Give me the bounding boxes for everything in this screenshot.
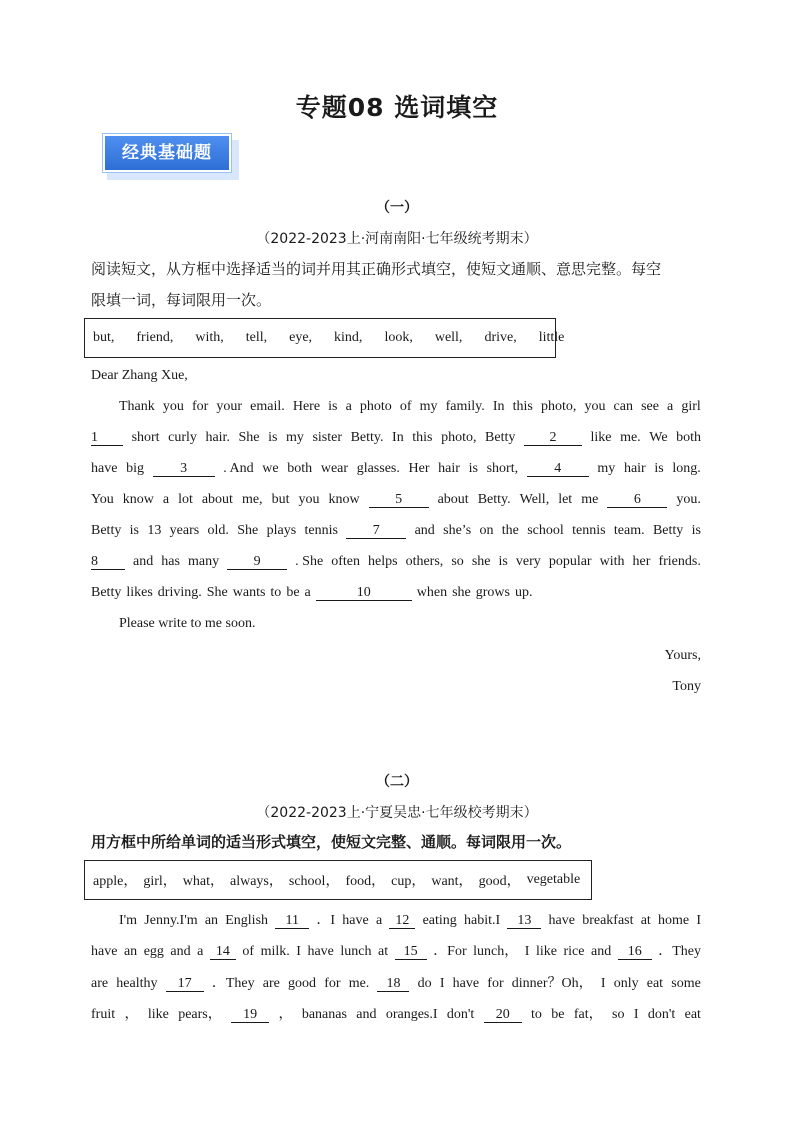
passage-word: and: [590, 944, 612, 959]
passage-word: Here: [292, 399, 321, 414]
blank-6[interactable]: 6: [607, 492, 667, 508]
passage-word: have: [91, 461, 118, 476]
passage-word: like: [535, 944, 557, 959]
passage-word: an: [204, 913, 219, 928]
passage-word: Tony: [672, 679, 701, 694]
badge-label: 经典基础题: [103, 134, 231, 172]
word-option: drive,: [484, 330, 517, 345]
passage-word: like: [147, 1007, 169, 1022]
section1-word-box: [84, 318, 565, 358]
greeting: [91, 368, 701, 384]
instruction-line-2: 限填一词，每词限用一次。: [91, 291, 272, 309]
section-badge: [103, 134, 239, 180]
section2-heading: （二）: [376, 774, 418, 790]
passage-word: to: [270, 585, 282, 600]
passage-word: and: [356, 1007, 377, 1022]
passage-word: fruit: [91, 1007, 116, 1022]
passage-word: has: [161, 554, 180, 569]
passage-word: you: [298, 492, 320, 507]
passage-word: In: [492, 399, 505, 414]
word-option: tell,: [245, 330, 268, 345]
word-option: cup，: [391, 874, 426, 889]
passage-word: have: [91, 944, 118, 959]
blank-10[interactable]: 10: [316, 585, 412, 601]
passage-word: have: [548, 913, 575, 928]
passage-word: others,: [405, 554, 444, 569]
passage-word: tennis: [572, 523, 606, 538]
passage-word: a: [667, 399, 674, 414]
passage-word: lunch，: [473, 944, 519, 959]
passage-word: many: [187, 554, 220, 569]
passage-word: You: [91, 492, 114, 507]
blank-14[interactable]: 14: [210, 944, 236, 960]
word-option: apple，: [93, 874, 138, 889]
passage-word: so: [612, 1007, 625, 1022]
passage-word: likes: [126, 585, 153, 600]
passage-word: have: [307, 944, 334, 959]
word-option: look,: [384, 330, 413, 345]
passage-word: I: [696, 913, 701, 928]
passage-word: is: [328, 399, 338, 414]
word-option: friend,: [136, 330, 174, 345]
blank-17[interactable]: 17: [166, 976, 204, 992]
passage-word: curly: [168, 430, 197, 445]
blank-20[interactable]: 20: [484, 1007, 522, 1023]
passage-word: Betty: [652, 523, 684, 538]
passage-word: . And: [223, 461, 254, 476]
passage-word: her: [632, 554, 651, 569]
passage-word: and: [414, 523, 435, 538]
passage-word: an: [123, 944, 138, 959]
passage-word: are: [91, 976, 109, 991]
passage-word: hair: [623, 461, 646, 476]
passage-word: eat: [684, 1007, 701, 1022]
blank-4[interactable]: 4: [527, 461, 589, 477]
passage-word: ．They: [211, 976, 255, 991]
passage-word: tennis: [304, 523, 338, 538]
passage-word: photo: [359, 399, 392, 414]
passage-word: English: [225, 913, 269, 928]
passage-word: Betty: [91, 523, 122, 538]
passage-word: me.: [620, 430, 641, 445]
passage-line-5: [91, 523, 701, 539]
passage-word: you: [584, 399, 606, 414]
passage-word: pears，: [178, 1007, 222, 1022]
passage-word: Her: [408, 461, 430, 476]
passage-word: I: [439, 976, 445, 991]
passage-word: eating: [422, 913, 457, 928]
passage-word: the: [501, 523, 519, 538]
passage-line-2: [91, 430, 701, 446]
passage-word: with: [599, 554, 625, 569]
section1-instruction: [91, 254, 703, 316]
passage-word: she: [471, 554, 491, 569]
passage-word: see: [641, 399, 659, 414]
word-option: but,: [93, 330, 115, 345]
passage-word: Please write to me soon.: [119, 616, 256, 631]
blank-2[interactable]: 2: [524, 430, 582, 446]
passage-word: often: [331, 554, 360, 569]
passage-word: your: [216, 399, 243, 414]
section2-word-box: [84, 860, 592, 900]
passage-word: when: [416, 585, 448, 600]
passage-word: Dear Zhang Xue,: [91, 368, 188, 383]
passage-word: about: [437, 492, 469, 507]
blank-8[interactable]: 8: [91, 554, 125, 570]
passage-word: school: [527, 523, 564, 538]
word-option: vegetable: [526, 872, 581, 887]
passage-word: photo,: [441, 430, 477, 445]
passage-word: a: [375, 913, 383, 928]
passage-word: is: [129, 523, 140, 538]
passage-word: like: [590, 430, 612, 445]
passage-word: can: [613, 399, 633, 414]
passage-word: a: [304, 585, 311, 600]
passage-word: She: [237, 523, 259, 538]
blank-16[interactable]: 16: [618, 944, 652, 960]
passage-word: long.: [672, 461, 701, 476]
passage-word: home: [658, 913, 690, 928]
passage-word: up.: [514, 585, 533, 600]
passage-word: for: [487, 976, 504, 991]
passage-word: years: [169, 523, 200, 538]
passage-word: oranges.I: [385, 1007, 438, 1022]
blank-9[interactable]: 9: [227, 554, 287, 570]
section1-source: （2022-2023上·河南南阳·七年级统考期末）: [256, 231, 538, 247]
blank-3[interactable]: 3: [153, 461, 215, 477]
blank-7[interactable]: 7: [346, 523, 406, 539]
word-option: kind,: [334, 330, 363, 345]
word-option: well,: [434, 330, 463, 345]
passage-word: glasses.: [356, 461, 400, 476]
passage-word: is: [691, 523, 701, 538]
passage-word: a: [345, 399, 352, 414]
passage2-line-4: [91, 1003, 701, 1023]
passage-word: is: [268, 430, 278, 445]
passage-word: old.: [207, 523, 229, 538]
passage-word: helps: [367, 554, 398, 569]
passage-word: hair.: [205, 430, 230, 445]
passage-word: plays: [266, 523, 297, 538]
passage2-line-3: [91, 972, 701, 992]
passage-word: we: [262, 461, 279, 476]
passage-word: In: [392, 430, 404, 445]
passage-word: about: [201, 492, 233, 507]
passage-line-7: [91, 585, 701, 601]
passage-word: Well,: [519, 492, 550, 507]
passage-word: ．I: [316, 913, 336, 928]
passage-word: egg: [143, 944, 164, 959]
word-option: good，: [478, 874, 521, 889]
passage-word: family.: [445, 399, 485, 414]
word-option: girl，: [143, 874, 177, 889]
passage-word: my: [419, 399, 438, 414]
passage-word: . She: [295, 554, 324, 569]
passage-word: short: [131, 430, 160, 445]
passage-word: this: [412, 430, 433, 445]
passage-word: I'm: [119, 913, 138, 928]
passage-word: my: [285, 430, 304, 445]
passage-word: eat: [646, 976, 664, 991]
passage-word: she: [452, 585, 471, 600]
passage-word: good: [288, 976, 317, 991]
passage-word: ，: [278, 1007, 293, 1022]
passage-line-4: [91, 492, 701, 508]
word-option: always，: [230, 874, 283, 889]
passage-word: ．For: [433, 944, 467, 959]
word-option: school，: [288, 874, 340, 889]
passage-word: driving.: [157, 585, 202, 600]
passage-word: at: [378, 944, 389, 959]
sign-off: [91, 648, 701, 664]
passage-word: Betty.: [350, 430, 384, 445]
passage-word: Yours,: [664, 648, 701, 663]
word-option: want，: [431, 874, 473, 889]
word-option: eye,: [289, 330, 313, 345]
passage-word: this: [512, 399, 533, 414]
passage-line-1: [91, 399, 701, 415]
passage-word: ．They: [658, 944, 701, 959]
passage-word: wear: [320, 461, 349, 476]
passage-word: I: [524, 944, 530, 959]
passage-word: friends.: [658, 554, 701, 569]
passage-word: Betty: [485, 430, 516, 445]
passage-word: let: [558, 492, 573, 507]
blank-18[interactable]: 18: [377, 976, 409, 992]
passage-word: is: [498, 554, 508, 569]
passage-word: know: [122, 492, 154, 507]
passage-word: photo,: [540, 399, 577, 414]
passage-word: We: [649, 430, 668, 445]
word-option: little: [538, 330, 565, 345]
passage-word: ，: [124, 1007, 139, 1022]
passage-word: Jenny.I'm: [144, 913, 198, 928]
passage-word: is: [654, 461, 664, 476]
blank-11[interactable]: 11: [275, 913, 309, 929]
passage-line-6: [91, 554, 701, 570]
passage-word: me,: [241, 492, 263, 507]
passage-word: team.: [613, 523, 645, 538]
passage-word: and: [133, 554, 154, 569]
passage-word: milk.: [260, 944, 290, 959]
passage-word: Betty: [91, 585, 122, 600]
passage-word: popular: [548, 554, 592, 569]
passage2-line-2: [91, 940, 701, 960]
passage-word: only: [613, 976, 639, 991]
passage-word: dinner？Oh，: [511, 976, 593, 991]
passage-word: have: [342, 913, 369, 928]
passage-word: a: [197, 944, 204, 959]
passage-word: girl: [681, 399, 701, 414]
passage-word: wants: [232, 585, 266, 600]
passage-word: breakfast: [582, 913, 634, 928]
passage-word: is: [468, 461, 478, 476]
passage-word: Thank: [119, 399, 155, 414]
passage-word: of: [399, 399, 412, 414]
passage-word: very: [515, 554, 541, 569]
word-option: what，: [182, 874, 224, 889]
instruction-line-1: 阅读短文，从方框中选择适当的词并用其正确形式填空，使短文通顺、意思完整。每空: [91, 260, 662, 278]
passage-word: email.: [250, 399, 285, 414]
passage-word: I: [600, 976, 606, 991]
passage-word: and: [170, 944, 191, 959]
word-option: food，: [345, 874, 386, 889]
passage-word: grows: [475, 585, 510, 600]
passage-word: be: [286, 585, 300, 600]
passage-word: lunch: [340, 944, 372, 959]
blank-1[interactable]: 1: [91, 430, 123, 446]
section2-instruction: 用方框中所给单词的适当形式填空，使短文完整、通顺。每词限用一次。: [91, 833, 572, 851]
passage-word: I: [296, 944, 301, 959]
passage-word: She: [238, 430, 260, 445]
passage-word: big: [126, 461, 144, 476]
passage-word: hair: [438, 461, 460, 476]
passage-word: fat，: [573, 1007, 603, 1022]
passage-word: She: [206, 585, 228, 600]
passage-word: have: [452, 976, 480, 991]
passage-word: Betty.: [477, 492, 511, 507]
passage-word: be: [551, 1007, 565, 1022]
passage-word: me: [581, 492, 599, 507]
blank-13[interactable]: 13: [507, 913, 541, 929]
passage-word: sister: [312, 430, 342, 445]
page-title: 专题08 选词填空: [295, 93, 499, 122]
passage2-line-1: [91, 909, 701, 929]
passage-word: lot: [178, 492, 193, 507]
passage-word: for: [191, 399, 209, 414]
blank-12[interactable]: 12: [389, 913, 415, 929]
passage-word: she’s: [443, 523, 472, 538]
passage-line-3: [91, 461, 701, 477]
passage-word: my: [597, 461, 616, 476]
passage-word: do: [417, 976, 432, 991]
passage-word: to: [531, 1007, 542, 1022]
passage-word: for: [324, 976, 341, 991]
word-option: with,: [195, 330, 224, 345]
blank-19[interactable]: 19: [231, 1007, 269, 1023]
blank-5[interactable]: 5: [369, 492, 429, 508]
passage-word: habit.I: [463, 913, 501, 928]
passage-word: of: [242, 944, 255, 959]
passage-word: on: [479, 523, 494, 538]
passage-word: 13: [147, 523, 162, 538]
passage-word: healthy: [116, 976, 158, 991]
passage-word: both: [287, 461, 313, 476]
passage-word: both: [676, 430, 701, 445]
passage-word: so: [451, 554, 464, 569]
section2-source: （2022-2023上·宁夏吴忠·七年级校考期末）: [256, 805, 538, 821]
closing-line: [91, 616, 701, 632]
passage-word: know: [328, 492, 360, 507]
passage-word: you.: [676, 492, 701, 507]
passage-word: are: [262, 976, 280, 991]
passage-word: bananas: [301, 1007, 347, 1022]
section1-heading: （一）: [376, 200, 418, 216]
passage-word: don't: [446, 1007, 475, 1022]
passage-word: short,: [486, 461, 519, 476]
passage-word: don't: [647, 1007, 676, 1022]
passage-word: I: [633, 1007, 639, 1022]
passage-word: but: [271, 492, 290, 507]
passage-word: rice: [563, 944, 585, 959]
signature: [91, 679, 701, 695]
passage-word: you: [162, 399, 184, 414]
passage-word: at: [640, 913, 651, 928]
passage-word: me.: [348, 976, 370, 991]
blank-15[interactable]: 15: [395, 944, 427, 960]
passage-word: a: [162, 492, 170, 507]
passage-word: some: [671, 976, 701, 991]
